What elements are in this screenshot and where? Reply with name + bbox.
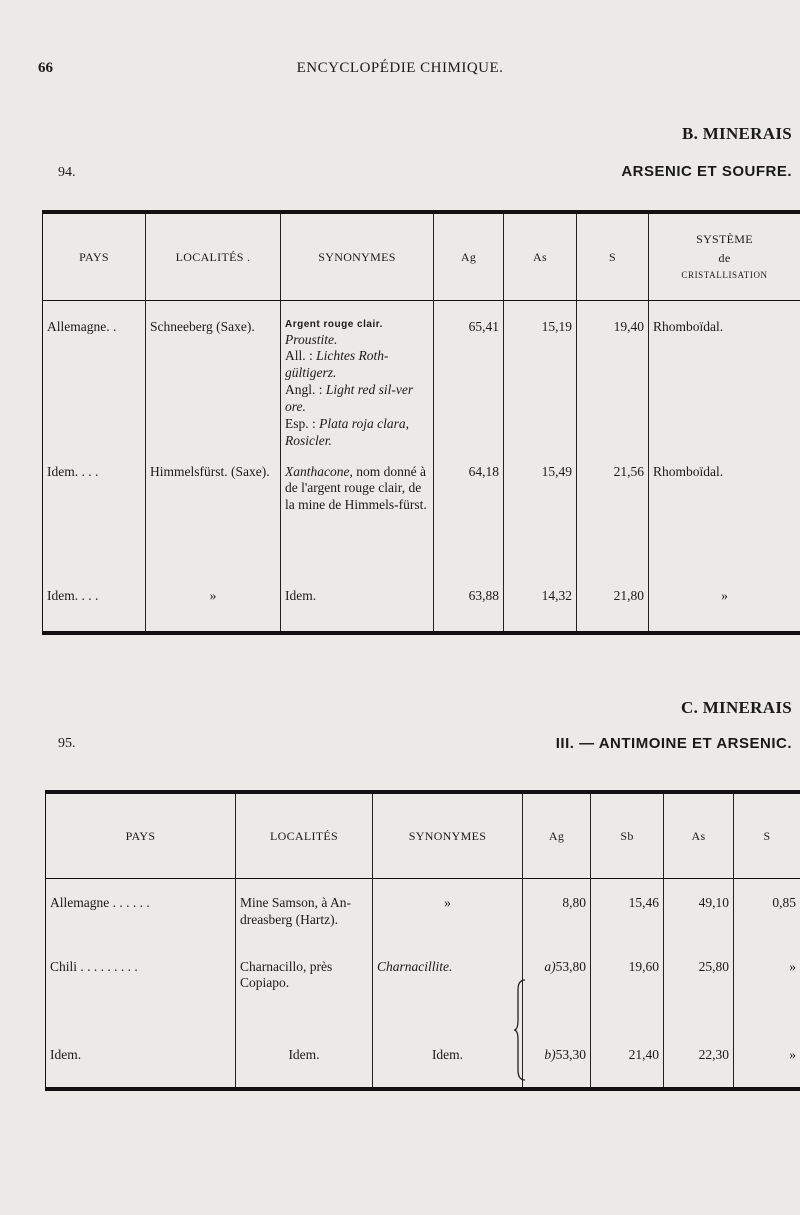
cell-ag: 64,18 bbox=[434, 464, 504, 588]
cell-s: 19,40 bbox=[577, 301, 649, 464]
table-95-header-row bbox=[46, 792, 800, 879]
cell-synonymes bbox=[281, 301, 434, 464]
cell-localite: Schneeberg (Saxe). bbox=[146, 301, 281, 464]
cell-localite: » bbox=[146, 588, 281, 633]
col-pays: PAYS bbox=[46, 792, 236, 879]
syn-esp-text: Plata roja clara, Rosicler. bbox=[285, 415, 410, 448]
cell-pays: Idem. bbox=[46, 1047, 236, 1089]
table-94-subheading: ARSENIC ET SOUFRE. bbox=[621, 163, 792, 180]
cell-localite: Charnacillo, près Copiapo. bbox=[236, 959, 373, 1047]
table-row bbox=[43, 464, 800, 588]
col-systeme bbox=[649, 212, 800, 301]
table-95-number: 95. bbox=[58, 736, 76, 751]
table-94-number: 94. bbox=[58, 165, 76, 180]
cell-as: 49,10 bbox=[664, 879, 734, 959]
syn-all bbox=[285, 348, 429, 382]
syn-angl bbox=[285, 382, 429, 416]
syn-all-text: Lichtes Roth-gültigerz. bbox=[285, 348, 389, 381]
cell-ag: 8,80 bbox=[523, 879, 591, 959]
syn-esp-prefix: Esp. : bbox=[285, 415, 320, 431]
cell-synonyme: Charnacillite. bbox=[373, 959, 523, 1047]
section-b-heading: B. MINERAIS bbox=[681, 124, 792, 143]
syn-all-prefix: All. : bbox=[285, 348, 317, 364]
cell-synonyme: Idem. bbox=[373, 1047, 523, 1089]
cell-pays: Allemagne . . . . . . bbox=[46, 879, 236, 959]
col-s: S bbox=[734, 792, 800, 879]
ag-mark: b) bbox=[544, 1046, 556, 1062]
col-systeme-l3: CRISTALLISATION bbox=[681, 270, 768, 281]
col-as: As bbox=[504, 212, 577, 301]
cell-s: » bbox=[734, 1047, 800, 1089]
cell-ag bbox=[523, 1047, 591, 1089]
cell-systeme: Rhomboïdal. bbox=[649, 464, 800, 588]
table-94 bbox=[42, 210, 800, 635]
col-as: As bbox=[664, 792, 734, 879]
table-row bbox=[43, 301, 800, 464]
col-localites: LOCALITÉS bbox=[236, 792, 373, 879]
col-ag: Ag bbox=[434, 212, 504, 301]
section-c-heading: C. MINERAIS bbox=[681, 698, 792, 717]
syn-italic: Xanthacone, bbox=[285, 463, 353, 479]
cell-systeme: Rhomboïdal. bbox=[649, 301, 800, 464]
cell-sb: 19,60 bbox=[591, 959, 664, 1047]
cell-as: 14,32 bbox=[504, 588, 577, 633]
cell-s: » bbox=[734, 959, 800, 1047]
table-row bbox=[43, 588, 800, 633]
cell-s: 0,85 bbox=[734, 879, 800, 959]
cell-localite: Idem. bbox=[236, 1047, 373, 1089]
cell-synonyme: » bbox=[373, 879, 523, 959]
col-localites: LOCALITÉS . bbox=[146, 212, 281, 301]
table-95 bbox=[45, 790, 800, 1091]
page-number: 66 bbox=[38, 60, 53, 76]
col-synonymes: SYNONYMES bbox=[373, 792, 523, 879]
ag-value: 53,80 bbox=[555, 958, 586, 974]
cell-pays: Chili . . . . . . . . . bbox=[46, 959, 236, 1047]
cell-synonymes: Idem. bbox=[281, 588, 434, 633]
cell-as: 15,49 bbox=[504, 464, 577, 588]
table-row bbox=[46, 879, 800, 959]
syn-esp bbox=[285, 416, 429, 450]
cell-sb: 15,46 bbox=[591, 879, 664, 959]
row-brace bbox=[514, 978, 528, 1082]
col-systeme-l2: de bbox=[718, 251, 731, 266]
cell-ag: 63,88 bbox=[434, 588, 504, 633]
cell-synonymes bbox=[281, 464, 434, 588]
cell-ag bbox=[523, 959, 591, 1047]
col-systeme-l1: SYSTÈME bbox=[696, 232, 753, 247]
col-ag: Ag bbox=[523, 792, 591, 879]
cell-localite: Himmelsfürst. (Saxe). bbox=[146, 464, 281, 588]
col-pays: PAYS bbox=[43, 212, 146, 301]
syn-bold: Argent rouge clair. bbox=[285, 319, 383, 330]
table-row bbox=[46, 1047, 800, 1089]
cell-as: 22,30 bbox=[664, 1047, 734, 1089]
ag-value: 53,30 bbox=[555, 1046, 586, 1062]
cell-s: 21,80 bbox=[577, 588, 649, 633]
cell-as: 15,19 bbox=[504, 301, 577, 464]
ag-mark: a) bbox=[544, 958, 556, 974]
cell-pays: Idem. . . . bbox=[43, 464, 146, 588]
syn-text: nom donné à de l'argent rouge clair, de la mine de Himmels-fürst. bbox=[285, 463, 427, 513]
col-s: S bbox=[577, 212, 649, 301]
syn-italic: Proustite. bbox=[285, 331, 338, 347]
table-95-subheading: III. — ANTIMOINE ET ARSENIC. bbox=[555, 735, 792, 752]
syn-angl-text: Light red sil-ver ore. bbox=[285, 382, 414, 414]
col-sb: Sb bbox=[591, 792, 664, 879]
syn-angl-prefix: Angl. : bbox=[285, 382, 326, 398]
cell-systeme: » bbox=[649, 588, 800, 633]
running-title: ENCYCLOPÉDIE CHIMIQUE. bbox=[296, 60, 504, 76]
cell-localite: Mine Samson, à An-dreasberg (Hartz). bbox=[236, 879, 373, 959]
cell-s: 21,56 bbox=[577, 464, 649, 588]
cell-pays: Allemagne. . bbox=[43, 301, 146, 464]
cell-sb: 21,40 bbox=[591, 1047, 664, 1089]
cell-pays: Idem. . . . bbox=[43, 588, 146, 633]
col-synonymes: SYNONYMES bbox=[281, 212, 434, 301]
cell-as: 25,80 bbox=[664, 959, 734, 1047]
table-row bbox=[46, 959, 800, 1047]
table-94-header-row bbox=[43, 212, 800, 301]
cell-ag: 65,41 bbox=[434, 301, 504, 464]
